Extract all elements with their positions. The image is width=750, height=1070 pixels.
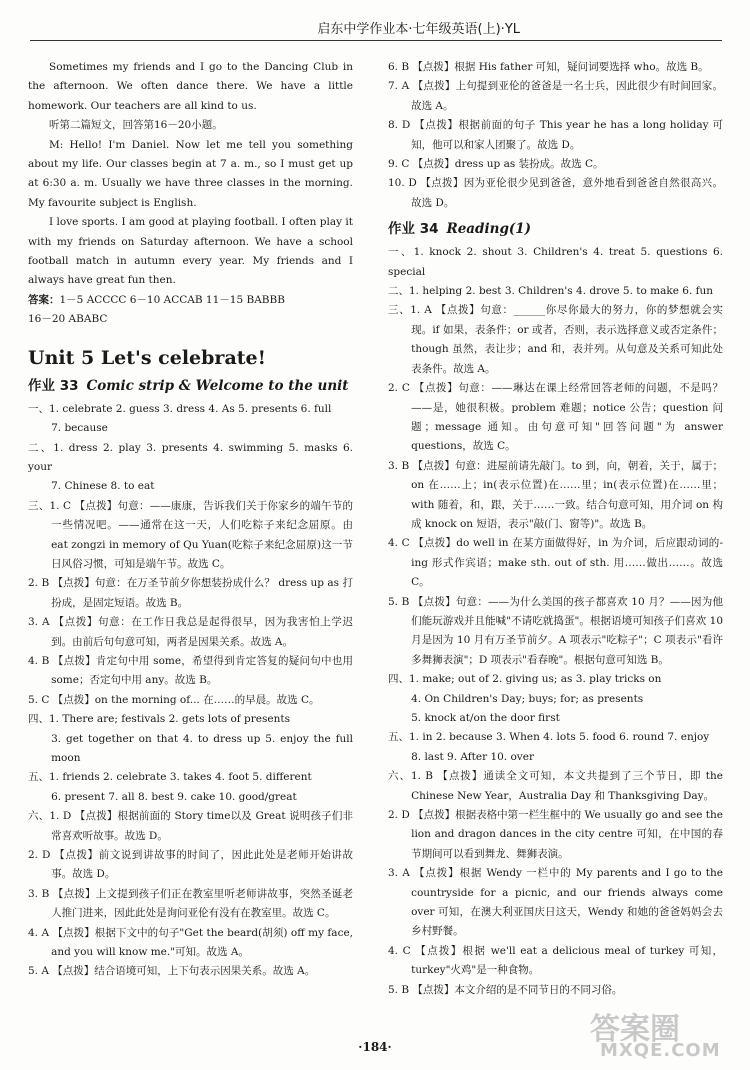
answer-line: 二、1. dress 2. play 3. presents 4. swimming 5. masks 6. your [28, 441, 353, 473]
homework-number: 作业 33 [28, 377, 79, 394]
explanation: 2. C 【点拨】句意：——琳达在课上经常回答老师的问题，不是吗？——是，她很积极。problem 难题；notice 公告；question 问题；message 通知。由句意可知"回答问题"为 answer questions，故选 C。 [388, 382, 723, 453]
explanation: 5. B 【点拨】本文介绍的是不同节日的不同习俗。 [388, 983, 623, 996]
paragraph: I love sports. I am good at playing football. I often play it with my friends on Saturday afternoon. We have a school football match in autumn every year. My friends and I always have great fun then. [28, 216, 353, 287]
explanation: 三、1. C 【点拨】句意：——康康，告诉我们关于你家乡的端午节的一些情况吧。——通常在这一天，人们吃粽子来纪念屈原。由 eat zongzi in memory of Qu Yuan(吃粽子来纪念屈原)这一节日风俗习惯，可知是端午节。故选 C。 [28, 499, 353, 570]
paragraph: M: Hello! I'm Daniel. Now let me tell you something about my life. Our classes begin at 7 a. m., so I must get up at 6:30 a. m. Usually we have three classes in the morning. My favourite subject is English. [28, 138, 353, 209]
answer-line: 4. On Children's Day; buys; for; as presents [411, 692, 644, 705]
explanation: 9. C 【点拨】dress up as 装扮成。故选 C。 [388, 158, 604, 171]
answer-line: 一、1. knock 2. shout 3. Children's 4. treat 5. questions 6. special [388, 246, 723, 278]
explanation: 7. A 【点拨】上句提到亚伦的爸爸是一名士兵，因此很少有时间回家。故选 A。 [388, 80, 723, 112]
explanation: 2. D 【点拨】前文说到讲故事的时间了，因此此处是老师开始讲故事。故选 D。 [28, 849, 353, 881]
explanation: 3. B 【点拨】上文提到孩子们正在教室里听老师讲故事，突然圣诞老人推门进来，因此此处是询问亚伦有没有在教室里。故选 C。 [28, 887, 353, 920]
explanation: 2. B 【点拨】句意：在万圣节前夕你想装扮成什么？ dress up as 打扮成，是固定短语。故选 B。 [28, 577, 353, 609]
explanation: 3. B 【点拨】句意：进屋前请先敲门。to 到，向，朝着，关于，属于；on 在……上；in(表示位置)在……里；in(表示位置)在……里；with 随着，和，跟，关于……一致。结合句意可知，用介词 on 构成 knock on 短语，表示"敲(门、窗等)"。故选 B。 [388, 459, 723, 530]
explanation: 4. A 【点拨】根据下文中的句子"Get the beard(胡须) off my face, and you will know me."可知。故选 A。 [28, 926, 353, 959]
homework-heading [388, 219, 723, 239]
watermark-url: MXQE.COM [600, 1040, 721, 1061]
homework-number: 作业 34 [388, 221, 439, 238]
explanation: 5. C 【点拨】on the morning of... 在……的早晨。故选 C。 [28, 693, 320, 706]
explanation: 10. D 【点拨】因为亚伦很少见到爸爸，意外地看到爸爸自然很高兴。故选 D。 [388, 177, 723, 209]
right-column [388, 58, 723, 1000]
explanation: 4. B 【点拨】肯定句中用 some，希望得到肯定答复的疑问句中也用 some；否定句中用 any。故选 B。 [28, 654, 353, 687]
answer-line: 四、1. There are; festivals 2. gets lots of presents [28, 713, 290, 726]
explanation: 8. D 【点拨】根据前面的句子 This year he has a long holiday 可知，他可以和家人团聚了。故选 D。 [388, 119, 723, 151]
answer-line: 6. present 7. all 8. best 9. cake 10. good/great [51, 790, 297, 803]
explanation: 3. A 【点拨】根据 Wendy 一栏中的 My parents and I go to the countryside for a picnic, and our friends always come over 可知，在澳大利亚国庆日这天，Wendy 和她的爸爸妈妈会去乡村野餐。 [388, 867, 723, 938]
paragraph: 听第二篇短文，回答第16－20小题。 [49, 119, 223, 132]
paragraph: Sometimes my friends and I go to the Dancing Club in the afternoon. We often dance there. We have a little homework. Our teachers are all kind to us. [28, 61, 353, 112]
unit-heading: Unit 5 Let's celebrate! [28, 346, 266, 369]
explanation: 4. C 【点拨】do well in 在某方面做得好，in 为介词，后应跟动词的-ing 形式作宾语；make sth. out of sth. 用……做出……。故选 C。 [388, 537, 723, 589]
left-column [28, 58, 353, 982]
answer-line: 二、1. helping 2. best 3. Children's 4. drove 5. to make 6. fun [388, 285, 714, 298]
answer-line [28, 291, 353, 310]
answer-line: 3. get together on that 4. to dress up 5. enjoy the full moon [51, 732, 353, 764]
answer-line: 五、1. friends 2. celebrate 3. takes 4. foot 5. different [28, 771, 312, 784]
answer-line: 16－20 ABABC [28, 313, 108, 326]
explanation: 4. C 【点拨】根据 we'll eat a delicious meal of turkey 可知，turkey"火鸡"是一种食物。 [388, 944, 723, 977]
header-rule [30, 40, 722, 41]
answer-line: 四、1. make; out of 2. giving us; as 3. play tricks on [388, 673, 662, 686]
explanation: 六、1. B 【点拨】通读全文可知，本文共提到了三个节日，即 the Chinese New Year，Australia Day 和 Thanksgiving Day。 [388, 770, 723, 802]
watermark-text: 答案圈 [590, 1012, 680, 1047]
homework-title: Reading(1) [446, 221, 532, 238]
explanation: 2. D 【点拨】根据表格中第一栏生框中的 We usually go and see the lion and dragon dances in the city centre 可知，在中国的春节期间可以看到舞龙、舞狮表演。 [388, 809, 723, 860]
explanation: 5. B 【点拨】句意：——为什么美国的孩子都喜欢 10 月？——因为他们能玩游戏并且能喊"不请吃就捣蛋"。根据语境可知孩子们喜欢 10 月是因为 10 月有万圣节前夕。A 项表示"吃粽子"；C 项表示"看许多舞狮表演"；D 项表示"看春晚"。根据句意可知选 B。 [388, 595, 723, 666]
answer-line: 7. because [51, 422, 108, 435]
answer-line: 7. Chinese 8. to eat [51, 480, 155, 493]
explanation: 3. A 【点拨】句意：在工作日我总是起得很早，因为我害怕上学迟到。由前后句句意可知，两者是因果关系。故选 A。 [28, 616, 353, 648]
header-title: 启东中学作业本·七年级英语(上)·YL [317, 22, 520, 37]
answer-line: 一、1. celebrate 2. guess 3. dress 4. As 5. presents 6. full [28, 402, 332, 415]
explanation: 三、1. A 【点拨】句意：______你尽你最大的努力，你的梦想就会实现。if 如果，表条件；or 或者，否则，表示选择意义或否定条件；though 虽然，表让步；and 和，表并列。从句意及关系可知此处表条件。故选 A。 [388, 304, 723, 375]
answer-line: 五、1. in 2. because 3. When 4. lots 5. food 6. round 7. enjoy [388, 731, 710, 744]
explanation: 六、1. D 【点拨】根据前面的 Story time以及 Great 说明孩子们非常喜欢听故事。故选 D。 [28, 810, 353, 842]
page-header [0, 14, 750, 44]
homework-heading [28, 376, 353, 396]
explanation: 5. A 【点拨】结合语境可知，上下句表示因果关系。故选 A。 [28, 965, 316, 978]
answer-label: 答案： [28, 293, 60, 306]
page-number: ·184· [358, 1040, 392, 1054]
explanation: 6. B 【点拨】根据 His father 可知，疑问词要选择 who。故选 B。 [388, 61, 709, 73]
watermark [570, 1004, 740, 1062]
homework-title: Comic strip & Welcome to the unit [86, 377, 349, 394]
answer-line: 5. knock at/on the door first [411, 712, 560, 724]
answer-values: 1－5 ACCCC 6－10 ACCAB 11－15 BABBB [59, 293, 285, 306]
answer-line: 8. last 9. After 10. over [411, 750, 534, 763]
